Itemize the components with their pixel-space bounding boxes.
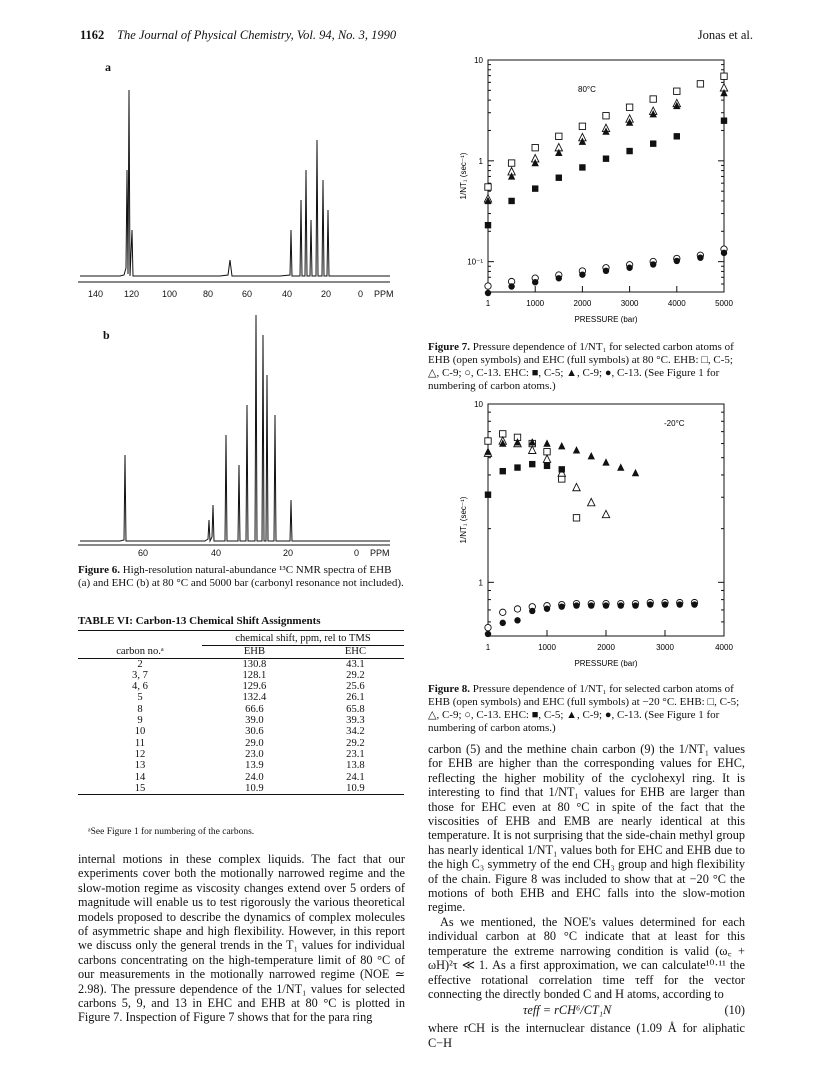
data-point-filled-square [559, 466, 565, 472]
y-axis-label: 1/NT₁ (sec⁻¹) [459, 496, 468, 544]
tick: 40 [282, 289, 293, 299]
table-cell: 5 [137, 692, 143, 704]
x-axis-label: PRESSURE (bar) [574, 659, 638, 668]
x-tick-label: 1000 [538, 643, 556, 652]
table-row [78, 738, 404, 749]
data-point-open-square [626, 104, 632, 110]
data-point-filled-circle [544, 606, 550, 612]
data-point-open-square [485, 184, 491, 190]
data-point-filled-circle [500, 620, 506, 626]
table-cell: 43.1 [346, 658, 365, 670]
table-cell: 128.1 [242, 669, 267, 681]
data-point-filled-square [544, 463, 550, 469]
chemical-shift-table [78, 633, 404, 795]
data-point-filled-square [532, 185, 538, 191]
x-tick-label: 3000 [656, 643, 674, 652]
tick: 40 [211, 548, 222, 558]
caption-text: Pressure dependence of 1/NT₁ for selected carbon atoms of EHB (open symbols) and EHC (full symbols) at 80 °C. EHB: □, C-5; △, C-9; ○, C-13. EHC: ■, C-5; ▲, C-9; ●, C-13. (See Figure 1 for numbering of carbon atoms.) [428, 341, 734, 392]
table-cell: 10.9 [245, 782, 264, 794]
spectrum-trace-a [80, 90, 390, 276]
table-row [78, 692, 404, 703]
data-point-filled-circle [588, 602, 594, 608]
table-footnote: ᵃSee Figure 1 for numbering of the carbons. [88, 827, 255, 837]
page-number: 1162 [80, 28, 105, 42]
data-point-filled-square [508, 198, 514, 204]
data-point-filled-square [485, 222, 491, 228]
body-left [78, 852, 405, 1025]
table-cell: 39.3 [346, 715, 365, 727]
col-ehb: EHB [243, 646, 266, 658]
data-point-filled-triangle [543, 439, 550, 446]
table-cell: 25.6 [346, 681, 365, 693]
data-point-filled-circle [485, 631, 491, 637]
tick: 20 [283, 548, 294, 558]
x-tick-label: 1 [485, 299, 491, 308]
data-point-filled-circle [647, 601, 653, 607]
body-right [428, 742, 745, 1050]
temperature-label: 80°C [578, 85, 596, 94]
data-point-open-triangle [543, 455, 550, 462]
data-point-open-square [573, 515, 579, 521]
data-point-open-triangle [588, 498, 595, 505]
data-point-open-triangle [602, 510, 609, 517]
table-row [78, 670, 404, 681]
data-point-filled-circle [514, 617, 520, 623]
table-cell: 15 [134, 782, 146, 794]
table-title: TABLE VI: Carbon-13 Chemical Shift Assignments [78, 615, 321, 627]
table-row [78, 715, 404, 726]
paragraph: where rCH is the internuclear distance (1.09 Å for aliphatic C−H [428, 1021, 745, 1050]
tick: 120 [124, 289, 140, 299]
data-point-filled-circle [677, 601, 683, 607]
data-point-filled-circle [674, 258, 680, 264]
x-tick-label: 4000 [667, 299, 686, 308]
data-point-filled-circle [603, 268, 609, 274]
table-cell: 12 [134, 748, 146, 760]
figure8-caption [428, 683, 746, 735]
y-tick-label: 1 [478, 578, 483, 588]
panel-label-a: a [105, 60, 111, 74]
y-tick-label: 10 [474, 56, 483, 65]
figure8-chart [430, 392, 750, 682]
table-cell: 4, 6 [132, 681, 148, 693]
data-point-open-square [556, 133, 562, 139]
x-tick-label: 5000 [715, 299, 733, 308]
table-cell: 13.9 [245, 760, 264, 772]
table-cell: 11 [134, 737, 146, 749]
tick: 100 [162, 289, 178, 299]
col-ehc: EHC [344, 646, 367, 658]
plot-frame [488, 60, 724, 292]
table-cell: 24.0 [245, 771, 264, 783]
table-cell: 130.8 [242, 658, 267, 670]
caption-text: Pressure dependence of 1/NT₁ for selected carbon atoms of EHB (open symbols) and EHC (full symbols) at −20 °C. EHB: □, C-5; △, C-9; ○, C-13. EHC: ■, C-5; ▲, C-9; ●, C-13. (See Figure 1 for numbering of carbon atoms.) [428, 683, 740, 734]
data-point-filled-circle [485, 290, 491, 296]
data-point-filled-circle [721, 250, 727, 256]
equation-10 [428, 1003, 745, 1021]
table-cell: 13 [134, 760, 146, 772]
data-point-filled-circle [532, 279, 538, 285]
data-point-open-circle [514, 606, 520, 612]
table-cell: 9 [137, 715, 143, 727]
data-point-open-square [650, 96, 656, 102]
table-row [78, 704, 404, 715]
table-row [78, 760, 404, 771]
data-point-filled-square [721, 118, 727, 124]
data-point-filled-circle [650, 261, 656, 267]
data-point-filled-square [579, 164, 585, 170]
data-point-filled-circle [662, 601, 668, 607]
x-axis-label: PRESSURE (bar) [574, 315, 638, 324]
table-cell: 29.0 [245, 737, 264, 749]
data-point-filled-circle [618, 602, 624, 608]
equation-number: (10) [724, 1003, 745, 1018]
table-cell: 23.0 [245, 748, 264, 760]
table-cell: 10.9 [346, 782, 365, 794]
x-tick-label: 2000 [597, 643, 615, 652]
data-point-open-square [532, 144, 538, 150]
figure7-chart [430, 50, 750, 340]
data-point-filled-circle [626, 265, 632, 271]
table-cell: 39.0 [245, 715, 264, 727]
y-tick-label: 10⁻¹ [467, 257, 483, 267]
running-authors: Jonas et al. [697, 28, 753, 42]
data-point-filled-square [650, 140, 656, 146]
paragraph: internal motions in these complex liquids. The fact that our experiments cover both the motionally narrowed regime and the slow-motion regime as viscosity changes extend over 5 orders of magnitude will enable us to test rigorously the various theoretical models proposed to describe the dynamics of complex molecules of asymmetric shape and high flexibility. However, in this report we discuss only the general trends in the T₁ values for individual carbons concentrating on the high-temperature limit of 80 °C of our measurements in the motionally narrowed regime (NOE ≃ 2.98). The pressure dependence of the 1/NT₁ values for selected carbons 5, 9, and 13 in EHC and EHB at 80 °C is plotted in Figure 7. Inspection of Figure 7 shows that for the para ring [78, 852, 405, 1025]
table-cell: 66.6 [245, 703, 264, 715]
table-cell: 13.8 [346, 760, 365, 772]
data-point-filled-circle [529, 608, 535, 614]
journal-title: The Journal of Physical Chemistry, Vol. 94, No. 3, 1990 [117, 28, 397, 42]
table-row [78, 726, 404, 737]
col-carbon: carbon no.ᵃ [116, 646, 164, 658]
table-cell: 8 [137, 703, 143, 715]
table-row [78, 658, 404, 670]
table-cell: 24.1 [346, 771, 365, 783]
data-point-filled-circle [632, 602, 638, 608]
data-point-open-square [508, 160, 514, 166]
tick: PPM [374, 289, 394, 299]
data-point-filled-triangle [558, 442, 565, 449]
table-cell: 29.2 [346, 737, 365, 749]
data-point-filled-circle [556, 275, 562, 281]
table-cell: 30.6 [245, 726, 264, 738]
data-point-filled-square [603, 155, 609, 161]
table-container [78, 630, 404, 795]
caption-label: Figure 6. [78, 564, 120, 576]
data-point-filled-square [529, 461, 535, 467]
data-point-filled-triangle [573, 446, 580, 453]
tick: 0 [354, 548, 360, 558]
panel-label-b: b [103, 328, 110, 342]
data-point-filled-circle [579, 271, 585, 277]
table-cell: 65.8 [346, 703, 365, 715]
data-point-open-square [544, 449, 550, 455]
tick: 20 [321, 289, 332, 299]
tick: 140 [88, 289, 104, 299]
table-cell: 26.1 [346, 692, 365, 704]
data-point-open-circle [485, 624, 491, 630]
y-tick-label: 1 [478, 156, 483, 166]
table-cell: 132.4 [242, 692, 267, 704]
data-point-filled-circle [697, 254, 703, 260]
figure6-caption [78, 564, 404, 590]
data-point-filled-square [556, 175, 562, 181]
data-point-open-square [579, 123, 585, 129]
data-point-open-circle [500, 609, 506, 615]
nmr-spectrum-b [60, 305, 405, 550]
data-point-open-square [603, 113, 609, 119]
data-point-filled-circle [691, 601, 697, 607]
tick: 60 [242, 289, 253, 299]
x-tick-label: 1000 [526, 299, 545, 308]
tick: 0 [358, 289, 364, 299]
equation-formula: τeff = rCH⁶/CT₁N [523, 1003, 612, 1018]
y-tick-label: 10 [474, 400, 483, 409]
x-tick-label: 1 [485, 643, 491, 652]
table-row [78, 783, 404, 795]
data-point-filled-square [674, 133, 680, 139]
table-cell: 14 [134, 771, 146, 783]
data-point-filled-circle [508, 283, 514, 289]
data-point-open-triangle [573, 483, 580, 490]
table-cell: 23.1 [346, 748, 365, 760]
tick: 80 [203, 289, 214, 299]
table-cell: 34.2 [346, 726, 365, 738]
data-point-filled-circle [559, 603, 565, 609]
caption-label: Figure 7. [428, 341, 470, 353]
data-point-open-square [697, 81, 703, 87]
data-point-open-square [721, 73, 727, 79]
tick: PPM [370, 548, 390, 558]
caption-label: Figure 8. [428, 683, 470, 695]
data-point-filled-triangle [617, 463, 624, 470]
table-row [78, 772, 404, 783]
data-point-open-circle [485, 283, 491, 289]
data-point-filled-square [500, 468, 506, 474]
data-point-filled-triangle [602, 458, 609, 465]
paragraph: As we mentioned, the NOE's values determined for each individual carbon at 80 °C indicate that at least for this temperature the extreme narrowing condition is valid (ω꜀ + ωH)²τ ≪ 1. As a first approximation, we can calculate¹⁰·¹¹ the effective rotational correlation time τeff for the vector connecting the directly bonded C and H atoms, according to [428, 914, 745, 1001]
data-point-filled-triangle [484, 448, 491, 455]
data-point-filled-square [485, 492, 491, 498]
table-cell: 10 [134, 726, 146, 738]
x-tick-label: 4000 [715, 643, 733, 652]
table-cell: 3, 7 [132, 669, 148, 681]
figure7-caption [428, 341, 746, 393]
paragraph: carbon (5) and the methine chain carbon (9) the 1/NT₁ values for EHB are higher than the corresponding values for EHC, reflecting the higher mobility of the cyclohexyl ring. It is interesting to find that 1/NT₁ values for EHB are larger than those for EHC even at 80 °C in spite of the fact that the viscosities of EHB and EMB are nearly identical at this temperature. It is not surprising that the side-chain methyl group has nearly identical 1/NT₁ values both for EHC and EHB due to the high C₃ symmetry of the end CH₃ group and high flexibility of the chain. Figure 8 was included to show that at −20 °C the motions of both EHB and EHC falls into the slow-motion regime. [428, 742, 745, 915]
table-cell: 2 [137, 658, 143, 670]
table-cell: 29.2 [346, 669, 365, 681]
data-point-filled-circle [573, 602, 579, 608]
table-row [78, 749, 404, 760]
spectrum-trace-b [80, 315, 390, 541]
data-point-open-square [485, 438, 491, 444]
x-tick-label: 2000 [573, 299, 592, 308]
data-point-filled-square [626, 148, 632, 154]
tick: 60 [138, 548, 149, 558]
table-cell: 129.6 [242, 681, 267, 693]
data-point-filled-circle [603, 602, 609, 608]
x-tick-label: 3000 [620, 299, 639, 308]
data-point-open-square [674, 88, 680, 94]
temperature-label: -20°C [664, 419, 685, 428]
caption-text: High-resolution natural-abundance ¹³C NMR spectra of EHB (a) and EHC (b) at 80 °C and 5000 bar (carbonyl resonance not included). [78, 564, 404, 589]
data-point-filled-triangle [588, 452, 595, 459]
table-row [78, 681, 404, 692]
group-header: chemical shift, ppm, rel to TMS [202, 633, 404, 646]
nmr-spectrum-a [60, 50, 405, 312]
data-point-filled-square [514, 464, 520, 470]
data-point-filled-triangle [632, 469, 639, 476]
y-axis-label: 1/NT₁ (sec⁻¹) [459, 152, 468, 200]
